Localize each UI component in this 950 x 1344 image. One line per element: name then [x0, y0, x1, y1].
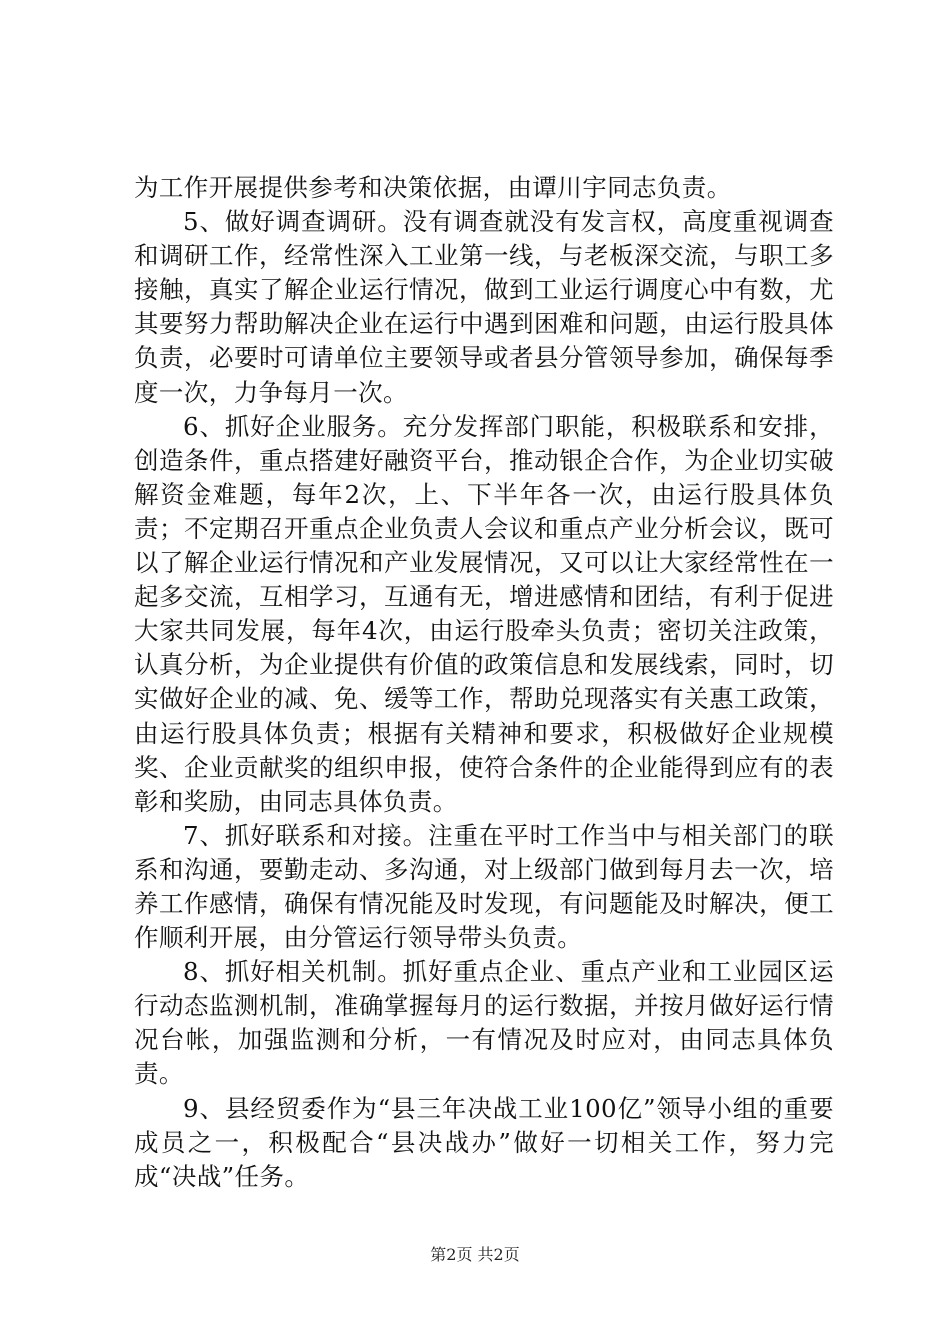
document-body — [134, 171, 834, 1194]
paragraph-continuation: 为工作开展提供参考和决策依据，由谭川宇同志负责。 — [134, 173, 732, 202]
paragraph-item-8: 8、抓好相关机制。抓好重点企业、重点产业和工业园区运行动态监测机制，准确掌握每月的运行数据，并按月做好运行情况台帐，加强监测和分析，一有情况及时应对，由同志具体负责。 — [134, 957, 834, 1089]
paragraph-item-9: 9、县经贸委作为“县三年决战工业100亿”领导小组的重要成员之一，积极配合“县决战办”做好一切相关工作，努力完成“决战”任务。 — [134, 1093, 834, 1191]
paragraph-item-6: 6、抓好企业服务。充分发挥部门职能，积极联系和安排，创造条件，重点搭建好融资平台，推动银企合作，为企业切实破解资金难题，每年2次，上、下半年各一次，由运行股具体负责；不定期召开重点企业负责人会议和重点产业分析会议，既可以了解企业运行情况和产业发展情况，又可以让大家经常性在一起多交流，互相学习，互通有无，增进感情和团结，有利于促进大家共同发展，每年4次，由运行股牵头负责；密切关注政策，认真分析，为企业提供有价值的政策信息和发展线索，同时，切实做好企业的减、免、缓等工作，帮助兑现落实有关惠工政策，由运行股具体负责；根据有关精神和要求，积极做好企业规模奖、企业贡献奖的组织申报，使符合条件的企业能得到应有的表彰和奖励，由同志具体负责。 — [134, 411, 834, 816]
paragraph-item-7: 7、抓好联系和对接。注重在平时工作当中与相关部门的联系和沟通，要勤走动、多沟通，对上级部门做到每月去一次，培养工作感情，确保有情况能及时发现，有问题能及时解决，便工作顺利开展，由分管运行领导带头负责。 — [134, 820, 834, 953]
paragraph-item-5: 5、做好调查调研。没有调查就没有发言权，高度重视调查和调研工作，经常性深入工业第一线，与老板深交流，与职工多接触，真实了解企业运行情况，做到工业运行调度心中有数，尤其要努力帮助解决企业在运行中遇到困难和问题，由运行股具体负责，必要时可请单位主要领导或者县分管领导参加，确保每季度一次，力争每月一次。 — [134, 207, 834, 407]
page-footer: 第2页 共2页 — [430, 1245, 520, 1264]
